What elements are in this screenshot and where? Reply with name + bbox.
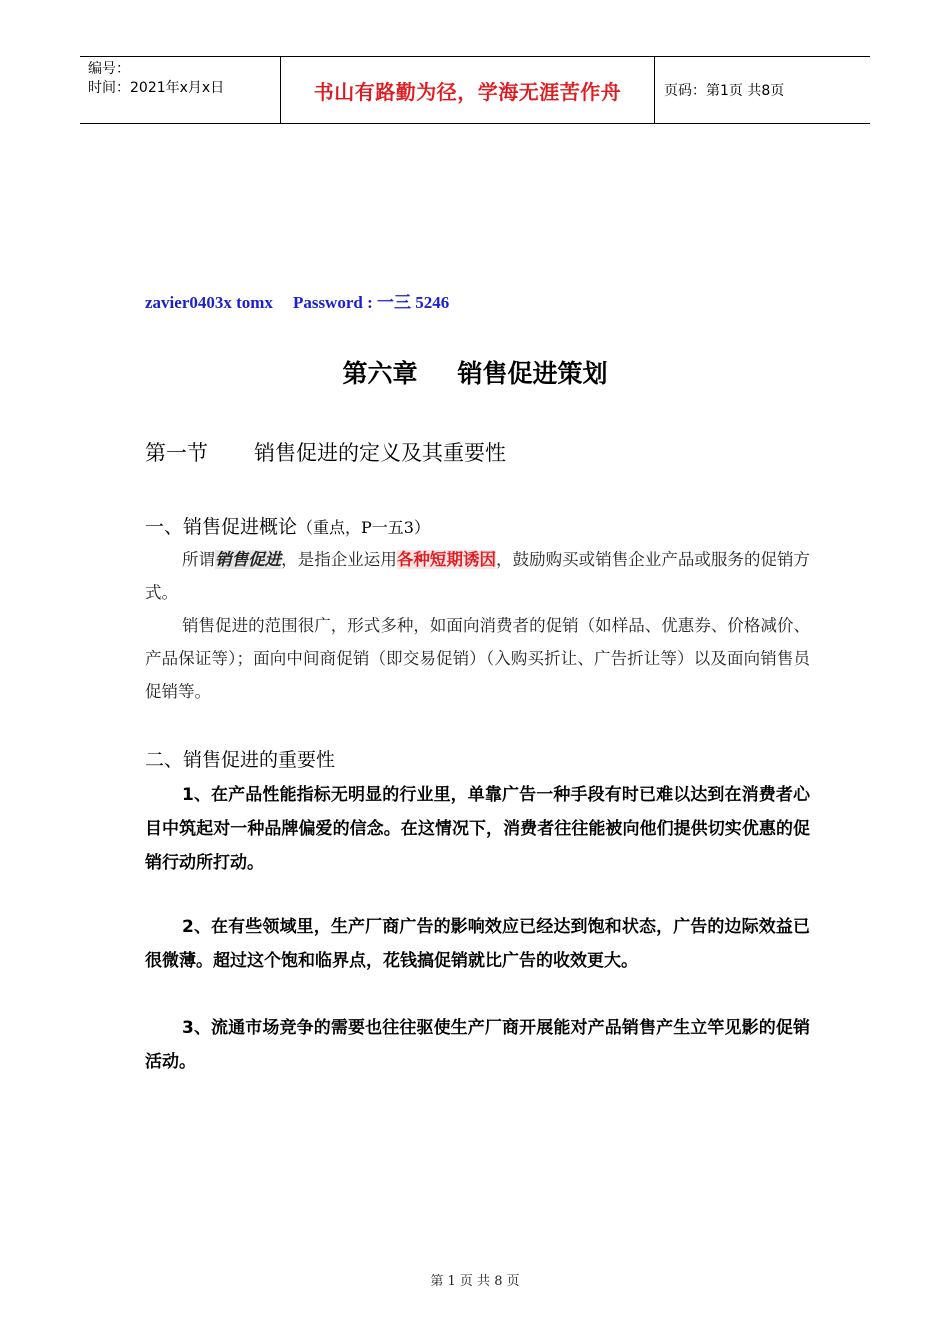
part1-heading — [145, 512, 430, 539]
header-page-label: 页码：第1页 共8页 — [664, 83, 785, 99]
highlight-short-term-incentives: 各种短期诱因 — [396, 550, 497, 569]
part1-paragraph-2: 销售促进的范围很广，形式多种，如面向消费者的促销（如样品、优惠券、价格减价、产品保证等）；面向中间商促销（即交易促销）（入购买折让、广告折让等）以及面向销售员促销等。 — [145, 616, 810, 701]
header-code-label: 编号： — [88, 61, 130, 77]
part1-heading-note: （重点，P一五3） — [297, 518, 430, 537]
header-meta — [80, 57, 281, 123]
part1-paragraph-1 — [145, 543, 810, 609]
page-header — [80, 56, 870, 124]
term-sales-promotion: 销售促进 — [215, 550, 282, 569]
part1-para1-text-a: 所谓 — [182, 550, 216, 569]
section-number: 第一节 — [145, 441, 208, 465]
header-motto: 书山有路勤为径，学海无涯苦作舟 — [281, 57, 655, 123]
section-name: 销售促进的定义及其重要性 — [254, 441, 506, 465]
chapter-title — [0, 354, 950, 390]
password-value: Password : 一三 5246 — [292, 293, 450, 312]
part2-point-3: 3、流通市场竞争的需要也往往驱使生产厂商开展能对产品销售产生立竿见影的促销活动。 — [145, 1018, 810, 1072]
part1-para1-text-b: ，是指企业运用 — [281, 550, 397, 569]
section-title — [145, 437, 506, 467]
part2-heading: 二、销售促进的重要性 — [145, 749, 336, 771]
part2-point-2: 2、在有些领域里，生产厂商广告的影响效应已经达到饱和状态，广告的边际效益已很微薄。超过这个饱和临界点，花钱搞促销就比广告的收效更大。 — [145, 917, 810, 971]
part1-para1-text-c: ，鼓励购买或销售企业产品或服务的促销方式。 — [145, 550, 811, 602]
password-user: zavier0403x tomx — [145, 293, 273, 312]
header-date-label: 时间：2021年x月x日 — [88, 80, 225, 96]
part1-heading-text: 一、销售促进概论 — [145, 516, 298, 538]
chapter-name: 销售促进策划 — [457, 359, 608, 388]
page-footer: 第 1 页 共 8 页 — [430, 1274, 520, 1289]
password-line — [145, 288, 449, 313]
part2-point-1: 1、在产品性能指标无明显的行业里，单靠广告一种手段有时已难以达到在消费者心目中筑起对一种品牌偏爱的信念。在这情况下，消费者往往能被向他们提供切实优惠的促销行动所打动。 — [145, 785, 810, 873]
chapter-number: 第六章 — [342, 359, 418, 388]
